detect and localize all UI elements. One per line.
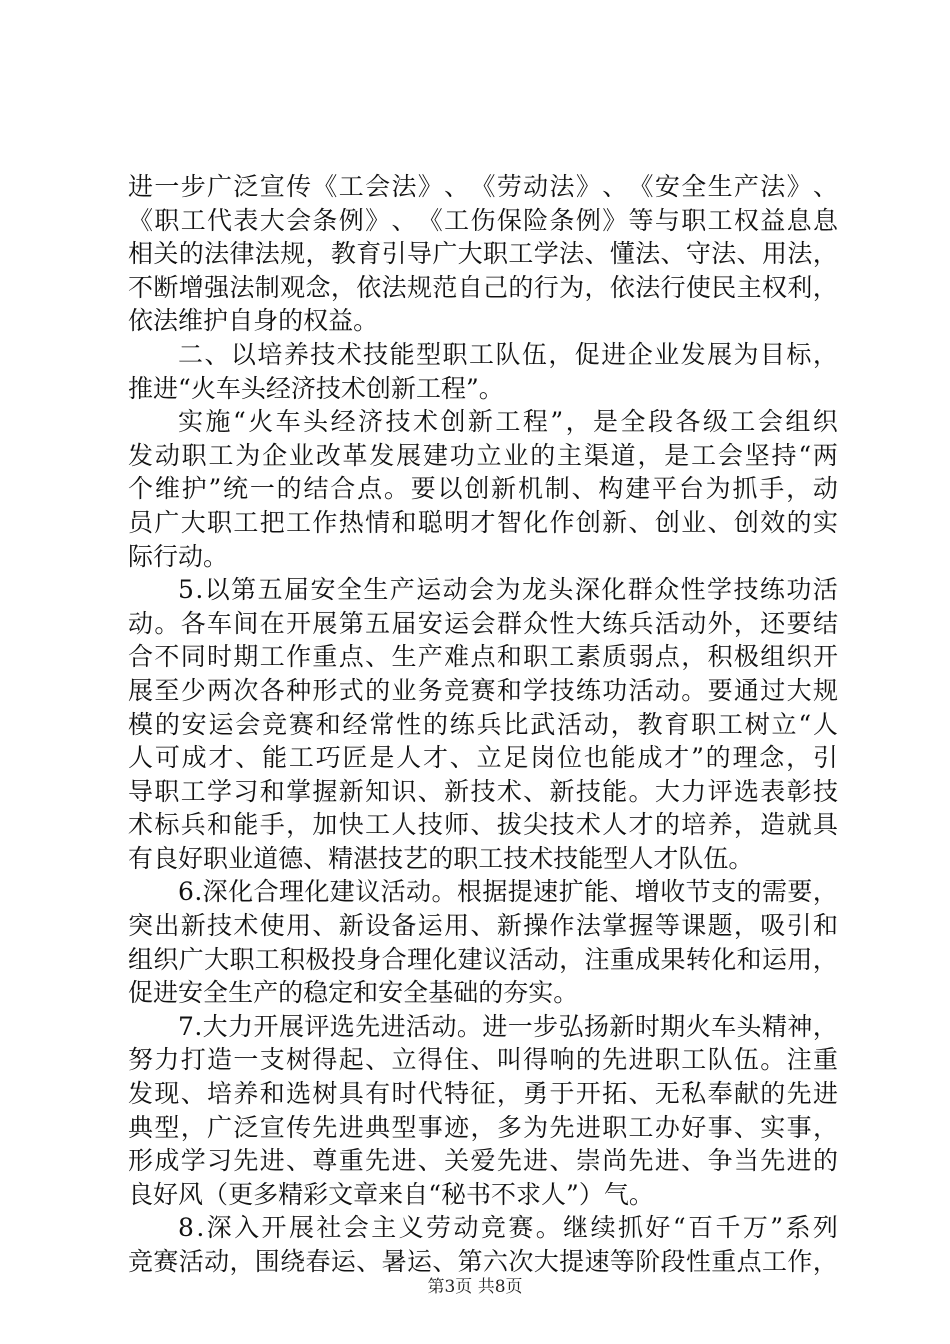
text-line: 7 . 大 力 开 展 评 选 先 进 活 动 。 进 一 步 弘 扬 新 时 期 火 车 头 精 神 ， (178, 1011, 838, 1041)
text-line: 发 现 、 培 养 和 选 树 具 有 时 代 特 征 ， 勇 于 开 拓 、 无 私 奉 献 的 先 进 (128, 1079, 838, 1109)
text-line: 竞 赛 活 动 ， 围 绕 春 运 、 暑 运 、 第 六 次 大 提 速 等 阶 段 性 重 点 工 作 ， (128, 1247, 838, 1276)
page-footer: 第3页 共8页 (427, 1277, 523, 1297)
text-line: 努 力 打 造 一 支 树 得 起 、 立 得 住 、 叫 得 响 的 先 进 职 工 队 伍 。 注 重 (128, 1045, 838, 1075)
text-line: 5 . 以 第 五 届 安 全 生 产 运 动 会 为 龙 头 深 化 群 众 性 学 技 练 功 活 (178, 575, 838, 605)
text-line: 动 。 各 车 间 在 开 展 第 五 届 安 运 会 群 众 性 大 练 兵 活 动 外 ， 还 要 结 (128, 608, 838, 638)
text-line: 个 维 护 ” 统 一 的 结 合 点 。 要 以 创 新 机 制 、 构 建 平 台 为 抓 手 ， 动 (128, 474, 838, 504)
text-line: 典 型 ， 广 泛 宣 传 先 进 典 型 事 迹 ， 多 为 先 进 职 工 办 好 事 、 实 事 ， (128, 1112, 838, 1142)
text-line: 依 法 维 护 自 身 的 权 益 。 (128, 306, 379, 336)
text-line: 8 . 深 入 开 展 社 会 主 义 劳 动 竞 赛 。 继 续 抓 好 “ 百 千 万 ” 系 列 (178, 1213, 838, 1243)
text-line: 推 进 “ 火 车 头 经 济 技 术 创 新 工 程 ” 。 (128, 373, 504, 403)
text-line: 突 出 新 技 术 使 用 、 新 设 备 运 用 、 新 操 作 法 掌 握 等 课 题 ， 吸 引 和 (128, 911, 838, 941)
text-line: 进 一 步 广 泛 宣 传 《 工 会 法 》 、 《 劳 动 法 》 、 《 安 全 生 产 法 》 、 (128, 172, 838, 201)
text-line: 良 好 风 （ 更 多 精 彩 文 章 来 自 “ 秘 书 不 求 人 ” ） 气 。 (128, 1179, 654, 1209)
text-line: 导 职 工 学 习 和 掌 握 新 知 识 、 新 技 术 、 新 技 能 。 大 力 评 选 表 彰 技 (128, 776, 838, 806)
text-line: 促 进 安 全 生 产 的 稳 定 和 安 全 基 础 的 夯 实 。 (128, 978, 579, 1008)
text-line: 人 可 成 才 、 能 工 巧 匠 是 人 才 、 立 足 岗 位 也 能 成 才 ” 的 理 念 ， 引 (128, 743, 838, 773)
text-line: 际 行 动 。 (128, 541, 229, 571)
text-line: 员 广 大 职 工 把 工 作 热 情 和 聪 明 才 智 化 作 创 新 、 创 业 、 创 效 的 实 (128, 507, 838, 537)
text-line: 术 标 兵 和 能 手 ， 加 快 工 人 技 师 、 拔 尖 技 术 人 才 的 培 养 ， 造 就 具 (128, 810, 838, 840)
text-line: 相 关 的 法 律 法 规 ， 教 育 引 导 广 大 职 工 学 法 、 懂 法 、 守 法 、 用 法 ， (128, 239, 838, 269)
text-line: 模 的 安 运 会 竞 赛 和 经 常 性 的 练 兵 比 武 活 动 ， 教 育 职 工 树 立 “ 人 (128, 709, 838, 739)
text-line: 展 至 少 两 次 各 种 形 式 的 业 务 竞 赛 和 学 技 练 功 活 动 。 要 通 过 大 规 (128, 675, 838, 705)
text-line: 不 断 增 强 法 制 观 念 ， 依 法 规 范 自 己 的 行 为 ， 依 法 行 使 民 主 权 利 ， (128, 272, 838, 302)
text-line: 组 织 广 大 职 工 积 极 投 身 合 理 化 建 议 活 动 ， 注 重 成 果 转 化 和 运 用 ， (128, 944, 838, 974)
text-line: 发 动 职 工 为 企 业 改 革 发 展 建 功 立 业 的 主 渠 道 ， 是 工 会 坚 持 “ 两 (128, 440, 838, 470)
text-line: 合 不 同 时 期 工 作 重 点 、 生 产 难 点 和 职 工 素 质 弱 点 ， 积 极 组 织 开 (128, 642, 838, 672)
text-line: 形 成 学 习 先 进 、 尊 重 先 进 、 关 爱 先 进 、 崇 尚 先 进 、 争 当 先 进 的 (128, 1146, 838, 1176)
document-body (128, 170, 838, 1279)
text-line: 《 职 工 代 表 大 会 条 例 》 、 《 工 伤 保 险 条 例 》 等 与 职 工 权 益 息 息 (128, 205, 838, 235)
text-line: 有 良 好 职 业 道 德 、 精 湛 技 艺 的 职 工 技 术 技 能 型 人 才 队 伍 。 (128, 843, 754, 873)
text-line: 实 施 “ 火 车 头 经 济 技 术 创 新 工 程 ” ， 是 全 段 各 级 工 会 组 织 (178, 407, 838, 437)
text-line: 6 . 深 化 合 理 化 建 议 活 动 。 根 据 提 速 扩 能 、 增 收 节 支 的 需 要 ， (178, 877, 838, 907)
text-line: 二 、 以 培 养 技 术 技 能 型 职 工 队 伍 ， 促 进 企 业 发 展 为 目 标 ， (178, 339, 838, 369)
